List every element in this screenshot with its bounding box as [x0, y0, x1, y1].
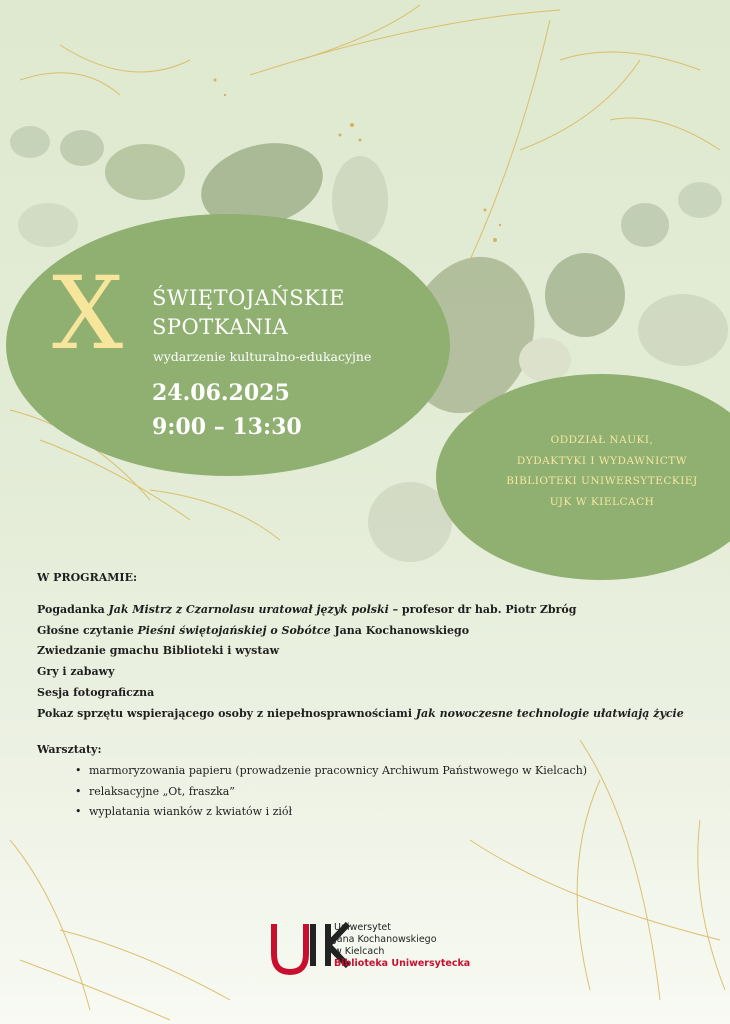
edition-number: X [52, 255, 124, 372]
workshops-list [37, 761, 587, 823]
organizer-text [470, 430, 730, 512]
program-item: Pogadanka Jak Mistrz z Czarnolasu uratował język polski – profesor dr hab. Piotr Zbróg [37, 603, 577, 616]
workshops-section [37, 743, 587, 823]
logo-line-3: w Kielcach [334, 946, 385, 957]
organizer-line-3: BIBLIOTEKI UNIWERSYTECKIEJ [506, 475, 698, 487]
program-section [37, 571, 684, 724]
event-title [152, 284, 345, 342]
workshop-item: • marmoryzowania papieru (prowadzenie pracownicy Archiwum Państwowego w Kielcach) [37, 761, 587, 782]
workshops-heading: Warsztaty: [37, 743, 102, 756]
organizer-line-2: DYDAKTYKI I WYDAWNICTW [516, 454, 688, 467]
university-name [334, 922, 470, 970]
organizer-line-4: UJK W KIELCACH [549, 495, 655, 508]
logo-line-1: Uniwersytet [334, 922, 391, 933]
title-line-2: SPOTKANIA [152, 315, 289, 339]
workshop-item: • relaksacyjne „Ot, fraszka” [37, 782, 587, 803]
program-heading: W PROGRAMIE: [37, 571, 138, 584]
logo-line-4: Biblioteka Uniwersytecka [334, 958, 471, 969]
program-item: Głośne czytanie Pieśni świętojańskiej o Sobótce Jana Kochanowskiego [37, 623, 470, 637]
program-item: Zwiedzanie gmachu Biblioteki i wystaw [37, 644, 280, 658]
title-line-1: ŚWIĘTOJAŃSKIE [152, 286, 345, 310]
organizer-line-1: ODDZIAŁ NAUKI, [550, 434, 654, 446]
program-item: Gry i zabawy [37, 665, 115, 679]
program-item: Sesja fotograficzna [37, 685, 155, 699]
program-item: Pokaz sprzętu wspierającego osoby z niepełnosprawnościami Jak nowoczesne technologie ułatwiają życie [37, 706, 684, 720]
workshop-item: • wyplatania wianków z kwiatów i ziół [37, 802, 587, 823]
logo-line-2: Jana Kochanowskiego [334, 934, 437, 945]
event-subtitle: wydarzenie kulturalno-edukacyjne [153, 349, 372, 364]
event-time: 9:00 – 13:30 [152, 414, 302, 440]
event-date: 24.06.2025 [152, 380, 290, 406]
